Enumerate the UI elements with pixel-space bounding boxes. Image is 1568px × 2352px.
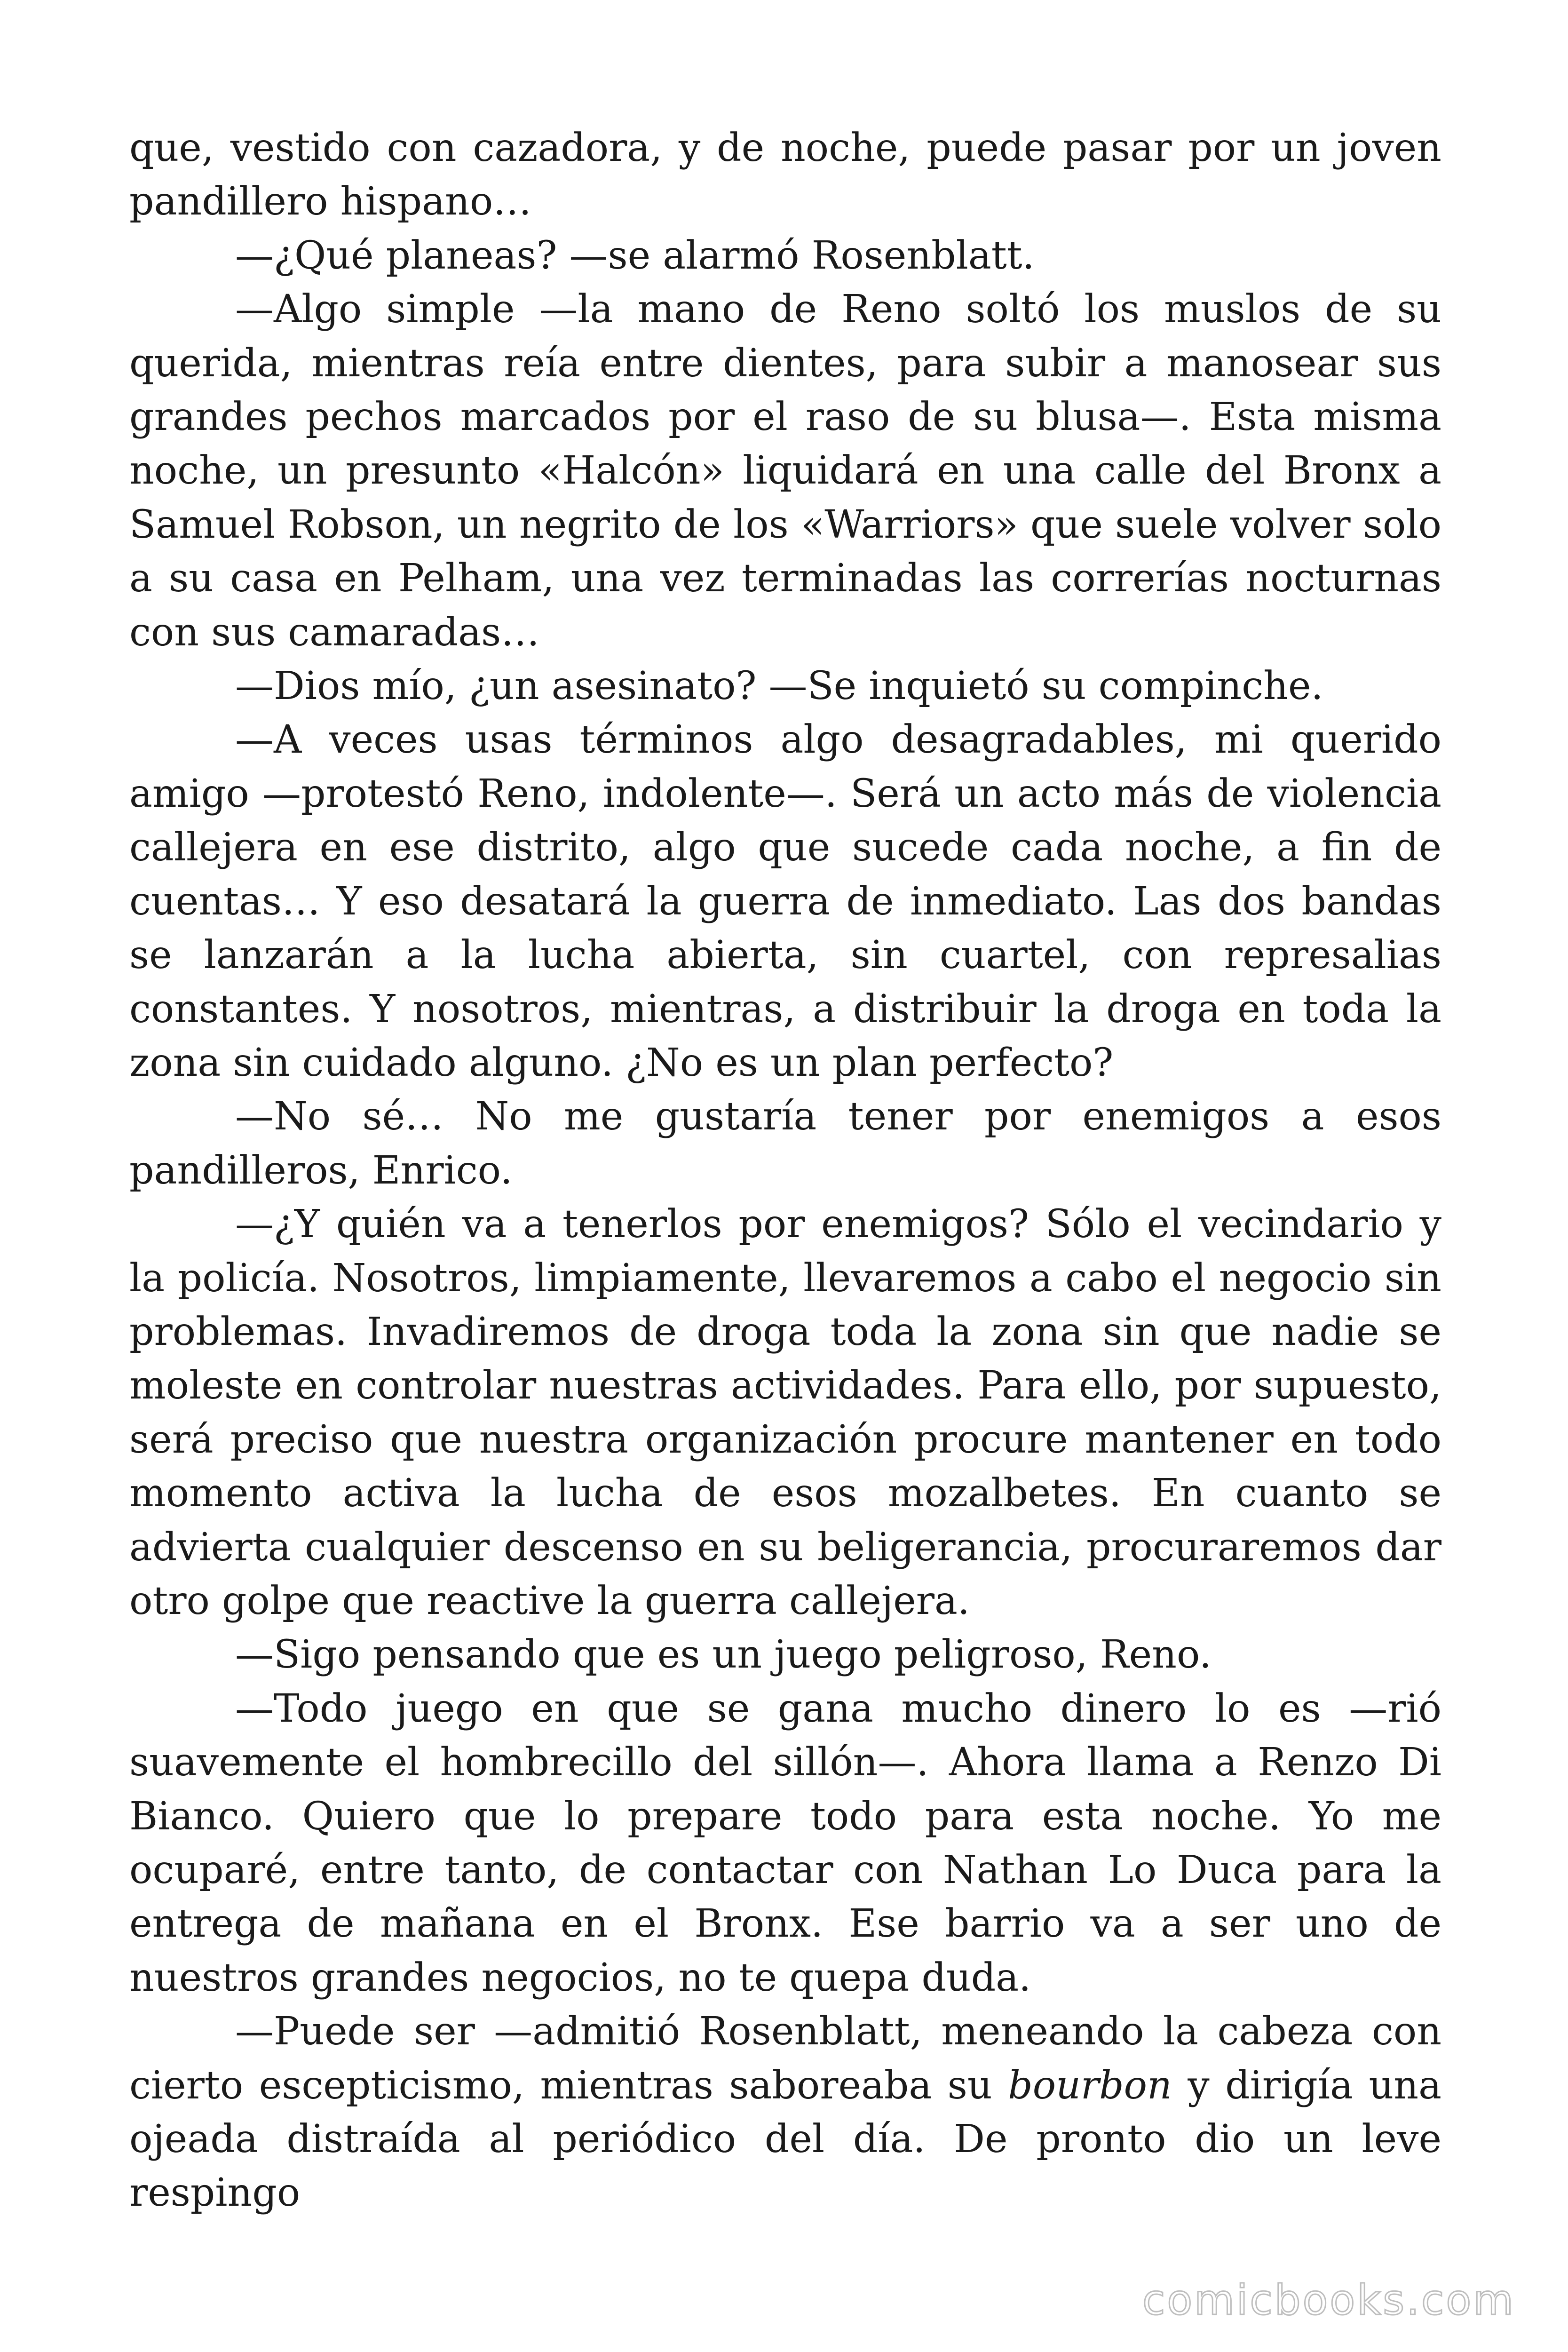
paragraph-text: —Puede ser —admitió Rosenblatt, meneando la cabeza con cierto escepticismo, mientras saboreaba su xyxy=(129,2009,1441,2108)
paragraph: —¿Qué planeas? —se alarmó Rosenblatt. xyxy=(235,233,1035,278)
paragraph-text: y dirigía una ojeada distraída al periódico del día. De pronto dio un leve respingo xyxy=(129,2063,1441,2216)
body-text xyxy=(129,121,1441,2220)
paragraph: —Todo juego en que se gana mucho dinero lo es —rió suavemente el hombrecillo del sillón—. Ahora llama a Renzo Di Bianco. Quiero que lo prepare todo para esta noche. Yo me ocuparé, entre tanto, de contactar con Nathan Lo Duca para la entrega de mañana en el Bronx. Ese barrio va a ser uno de nuestros grandes negocios, no te quepa duda. xyxy=(129,1686,1441,2000)
paragraph-last xyxy=(129,2005,1441,2220)
paragraph: —Algo simple —la mano de Reno soltó los muslos de su querida, mientras reía entre dientes, para subir a manosear sus grandes pechos marcados por el raso de su blusa—. Esta misma noche, un presunto «Halcón» liquidará en una calle del Bronx a Samuel Robson, un negrito de los «Warriors» que suele volver solo a su casa en Pelham, una vez terminadas las correrías nocturnas con sus camaradas… xyxy=(129,287,1441,655)
italic-word: bourbon xyxy=(1008,2063,1172,2108)
paragraph: —A veces usas términos algo desagradables, mi querido amigo —protestó Reno, indolente—. Será un acto más de violencia callejera en ese distrito, algo que sucede cada noche, a fin de cuentas… Y eso desatará la guerra de inmediato. Las dos bandas se lanzarán a la lucha abierta, sin cuartel, con represalias constantes. Y nosotros, mientras, a distribuir la droga en toda la zona sin cuidado alguno. ¿No es un plan perfecto? xyxy=(129,717,1441,1085)
paragraph: —Dios mío, ¿un asesinato? —Se inquietó su compinche. xyxy=(235,664,1323,709)
paragraph: —Sigo pensando que es un juego peligroso, Reno. xyxy=(235,1632,1212,1677)
paragraph: que, vestido con cazadora, y de noche, puede pasar por un joven pandillero hispano… xyxy=(129,126,1441,224)
paragraph: —¿Y quién va a tenerlos por enemigos? Sólo el vecindario y la policía. Nosotros, limpiamente, llevaremos a cabo el negocio sin problemas. Invadiremos de droga toda la zona sin que nadie se moleste en controlar nuestras actividades. Para ello, por supuesto, será preciso que nuestra organización procure mantener en todo momento activa la lucha de esos mozalbetes. En cuanto se advierta cualquier descenso en su beligerancia, procuraremos dar otro golpe que reactive la guerra callejera. xyxy=(129,1202,1441,1623)
watermark: comicbooks.com xyxy=(1142,2276,1515,2324)
paragraph: —No sé… No me gustaría tener por enemigos a esos pandilleros, Enrico. xyxy=(129,1094,1441,1193)
